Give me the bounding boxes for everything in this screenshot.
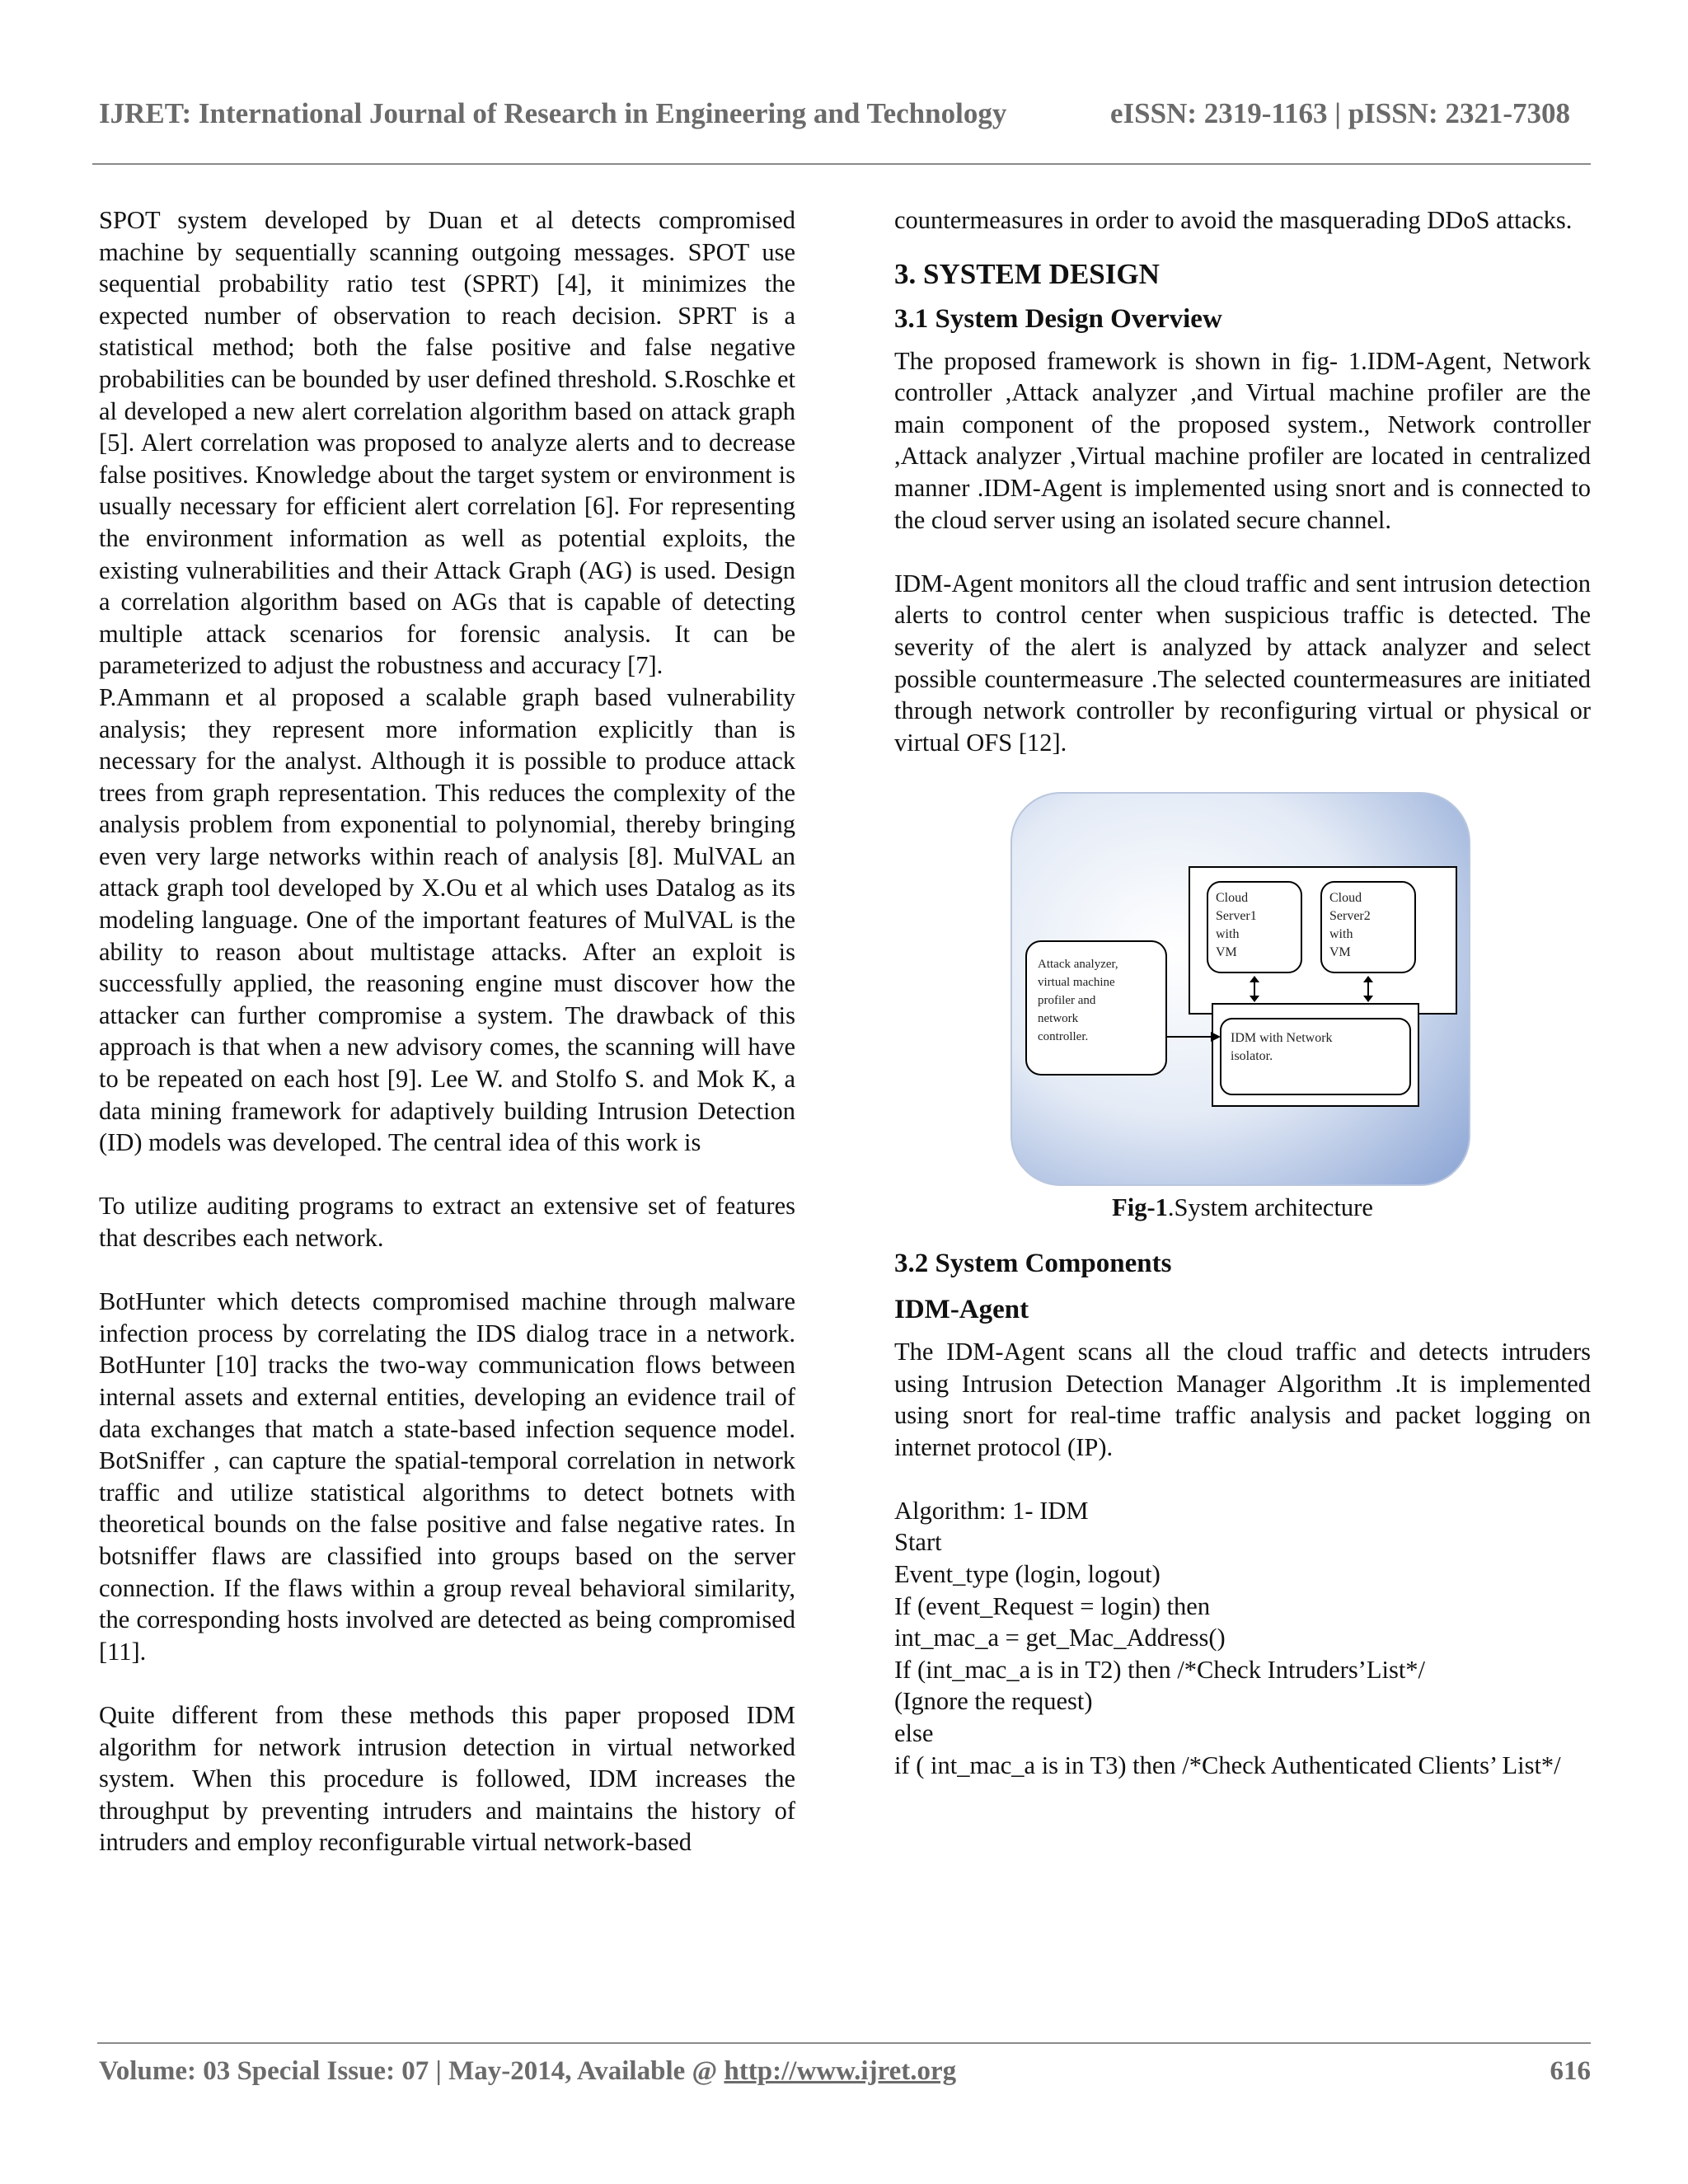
page-number: 616 [1550,2056,1591,2086]
algorithm-line: else [894,1719,934,1748]
attack-line4: network [1038,1012,1079,1026]
attack-line2: virtual machine [1038,976,1115,990]
cloud2-line2: Server2 [1329,909,1371,924]
attack-line5: controller. [1038,1030,1089,1044]
paragraph-idm-proposal: Quite different from these methods this paper proposed IDM algorithm for network intrusion detection in virtual networked system. When this procedure is followed, IDM increases the throughput by preventing intruders and maintains the history of intruders and employ reconfigurable virtual network-based [99,1700,795,1857]
algorithm-line: Start [894,1528,942,1557]
attack-line3: profiler and [1038,994,1096,1008]
paragraph-idm-agent-monitor: IDM-Agent monitors all the cloud traffic and sent intrusion detection alerts to control center when suspicious traffic is detected. The severity of the alert is analyzed by attack analyzer and select possible countermeasure .The selected countermeasures are initiated through network controller by reconfiguring virtual or physical or virtual OFS [12]. [894,569,1591,757]
caption-text: .System architecture [1167,1193,1373,1222]
attack-line1: Attack analyzer, [1038,958,1118,972]
algorithm-line: Algorithm: 1- IDM [894,1496,1089,1525]
cloud2-line4: VM [1329,945,1351,960]
section-heading-system-design: 3. SYSTEM DESIGN [894,257,1160,290]
algorithm-line: if ( int_mac_a is in T3) then /*Check Authenticated Clients’ List*/ [894,1750,1561,1779]
right-column [894,204,1591,1781]
algorithm-block [894,1495,1591,1781]
figure-system-architecture [894,758,1591,1187]
algorithm-line: (Ignore the request) [894,1687,1093,1716]
paragraph-bothunter: BotHunter which detects compromised machine through malware infection process by correlating the IDS dialog trace in a network. BotHunter [10] tracks the two-way communication flows between internal assets and external entities, developing an evidence trail of data exchanges that match a state-based infection sequence model. BotSniffer , can capture the spatial-temporal correlation in network traffic and utilize statistical algorithms to detect botnets with theoretical bounds on the false positive and false negative rates. In botsniffer flaws are classified into groups based on the server connection. If the flaws within a group reveal behavioral similarity, the corresponding hosts involved are detected as being compromised [11]. [99,1287,795,1666]
idm-line1: IDM with Network [1231,1031,1333,1046]
journal-url-link[interactable]: http://www.ijret.org [724,2056,957,2086]
algorithm-line: int_mac_a = get_Mac_Address() [894,1624,1226,1652]
caption-label: Fig-1 [1112,1193,1168,1222]
architecture-diagram [1010,791,1471,1187]
cloud2-line3: with [1329,927,1353,942]
subsection-heading-components: 3.2 System Components [894,1248,1172,1278]
cloud1-line2: Server1 [1216,909,1257,924]
paragraph-auditing: To utilize auditing programs to extract an extensive set of features that describes each network. [99,1192,795,1252]
paragraph-framework: The proposed framework is shown in fig- 1.IDM-Agent, Network controller ,Attack analyzer ,and Virtual machine profiler are the main component of the proposed system., Network controller ,Attack analyzer ,Virtual machine profiler are located in centralized manner .IDM-Agent is implemented using snort and is connected to the cloud server using an isolated secure channel. [894,346,1591,534]
figure-caption [894,1192,1591,1224]
cloud1-line4: VM [1216,945,1237,960]
header-rule [92,163,1591,165]
component-heading-idm-agent: IDM-Agent [894,1294,1029,1324]
volume-text: Volume: 03 Special Issue: 07 | May-2014, Available @ [99,2056,724,2086]
idm-line2: isolator. [1231,1049,1273,1064]
paragraph-spot: SPOT system developed by Duan et al detects compromised machine by sequentially scanning outgoing messages. SPOT use sequential probability ratio test (SPRT) [4], it minimizes the expected number of observation to reach decision. SPRT is a statistical method; both the false positive and false negative probabilities can be bounded by user defined threshold. S.Roschke et al developed a new alert correlation algorithm based on attack graph [5]. Alert correlation was proposed to analyze alerts and to decrease false positives. Knowledge about the target system or environment is usually necessary for efficient alert correlation [6]. For representing the environment information as well as potential exploits, the existing vulnerabilities and their Attack Graph (AG) is used. Design a correlation algorithm based on AGs that is capable of detecting multiple attack scenarios for forensic analysis. It can be parameterized to adjust the robustness and accuracy [7]. [99,206,795,680]
footer-volume [99,2056,956,2087]
cloud1-line3: with [1216,927,1240,942]
paragraph-idm-agent-scan: The IDM-Agent scans all the cloud traffic and detects intruders using Intrusion Detection Manager Algorithm .It is implemented using snort for real-time traffic analysis and packet logging on internet protocol (IP). [894,1337,1591,1461]
footer-rule [97,2042,1591,2044]
cloud2-line1: Cloud [1329,891,1362,906]
left-column [99,204,795,1858]
cloud1-line1: Cloud [1216,891,1249,906]
algorithm-line: Event_type (login, logout) [894,1560,1160,1589]
algorithm-line: If (event_Request = login) then [894,1591,1211,1620]
subsection-heading-overview: 3.1 System Design Overview [894,303,1222,334]
paragraph-ammann: P.Ammann et al proposed a scalable graph based vulnerability analysis; they represent more information explicitly than is necessary for the analyst. Although it is possible to produce attack trees from graph representation. This reduces the complexity of the analysis problem from exponential to polynomial, thereby bringing even very large networks within reach of analysis [8]. MulVAL an attack graph tool developed by X.Ou et al which uses Datalog as its modeling language. One of the important features of MulVAL is the ability to reason about multistage attacks. After an exploit is successfully applied, the reasoning engine must discover how the attacker can further compromise a system. The drawback of this approach is that when a new advisory comes, the scanning will have to be repeated on each host [9]. Lee W. and Stolfo S. and Mok K, a data mining framework for adaptively building Intrusion Detection (ID) models was developed. The central idea of this work is [99,682,795,1157]
algorithm-line: If (int_mac_a is in T2) then /*Check Intruders’List*/ [894,1655,1426,1684]
journal-title: IJRET: International Journal of Research in Engineering and Technology [99,97,1007,129]
paragraph-countermeasures: countermeasures in order to avoid the masquerading DDoS attacks. [894,206,1573,234]
issn-numbers: eISSN: 2319-1163 | pISSN: 2321-7308 [1110,97,1571,129]
